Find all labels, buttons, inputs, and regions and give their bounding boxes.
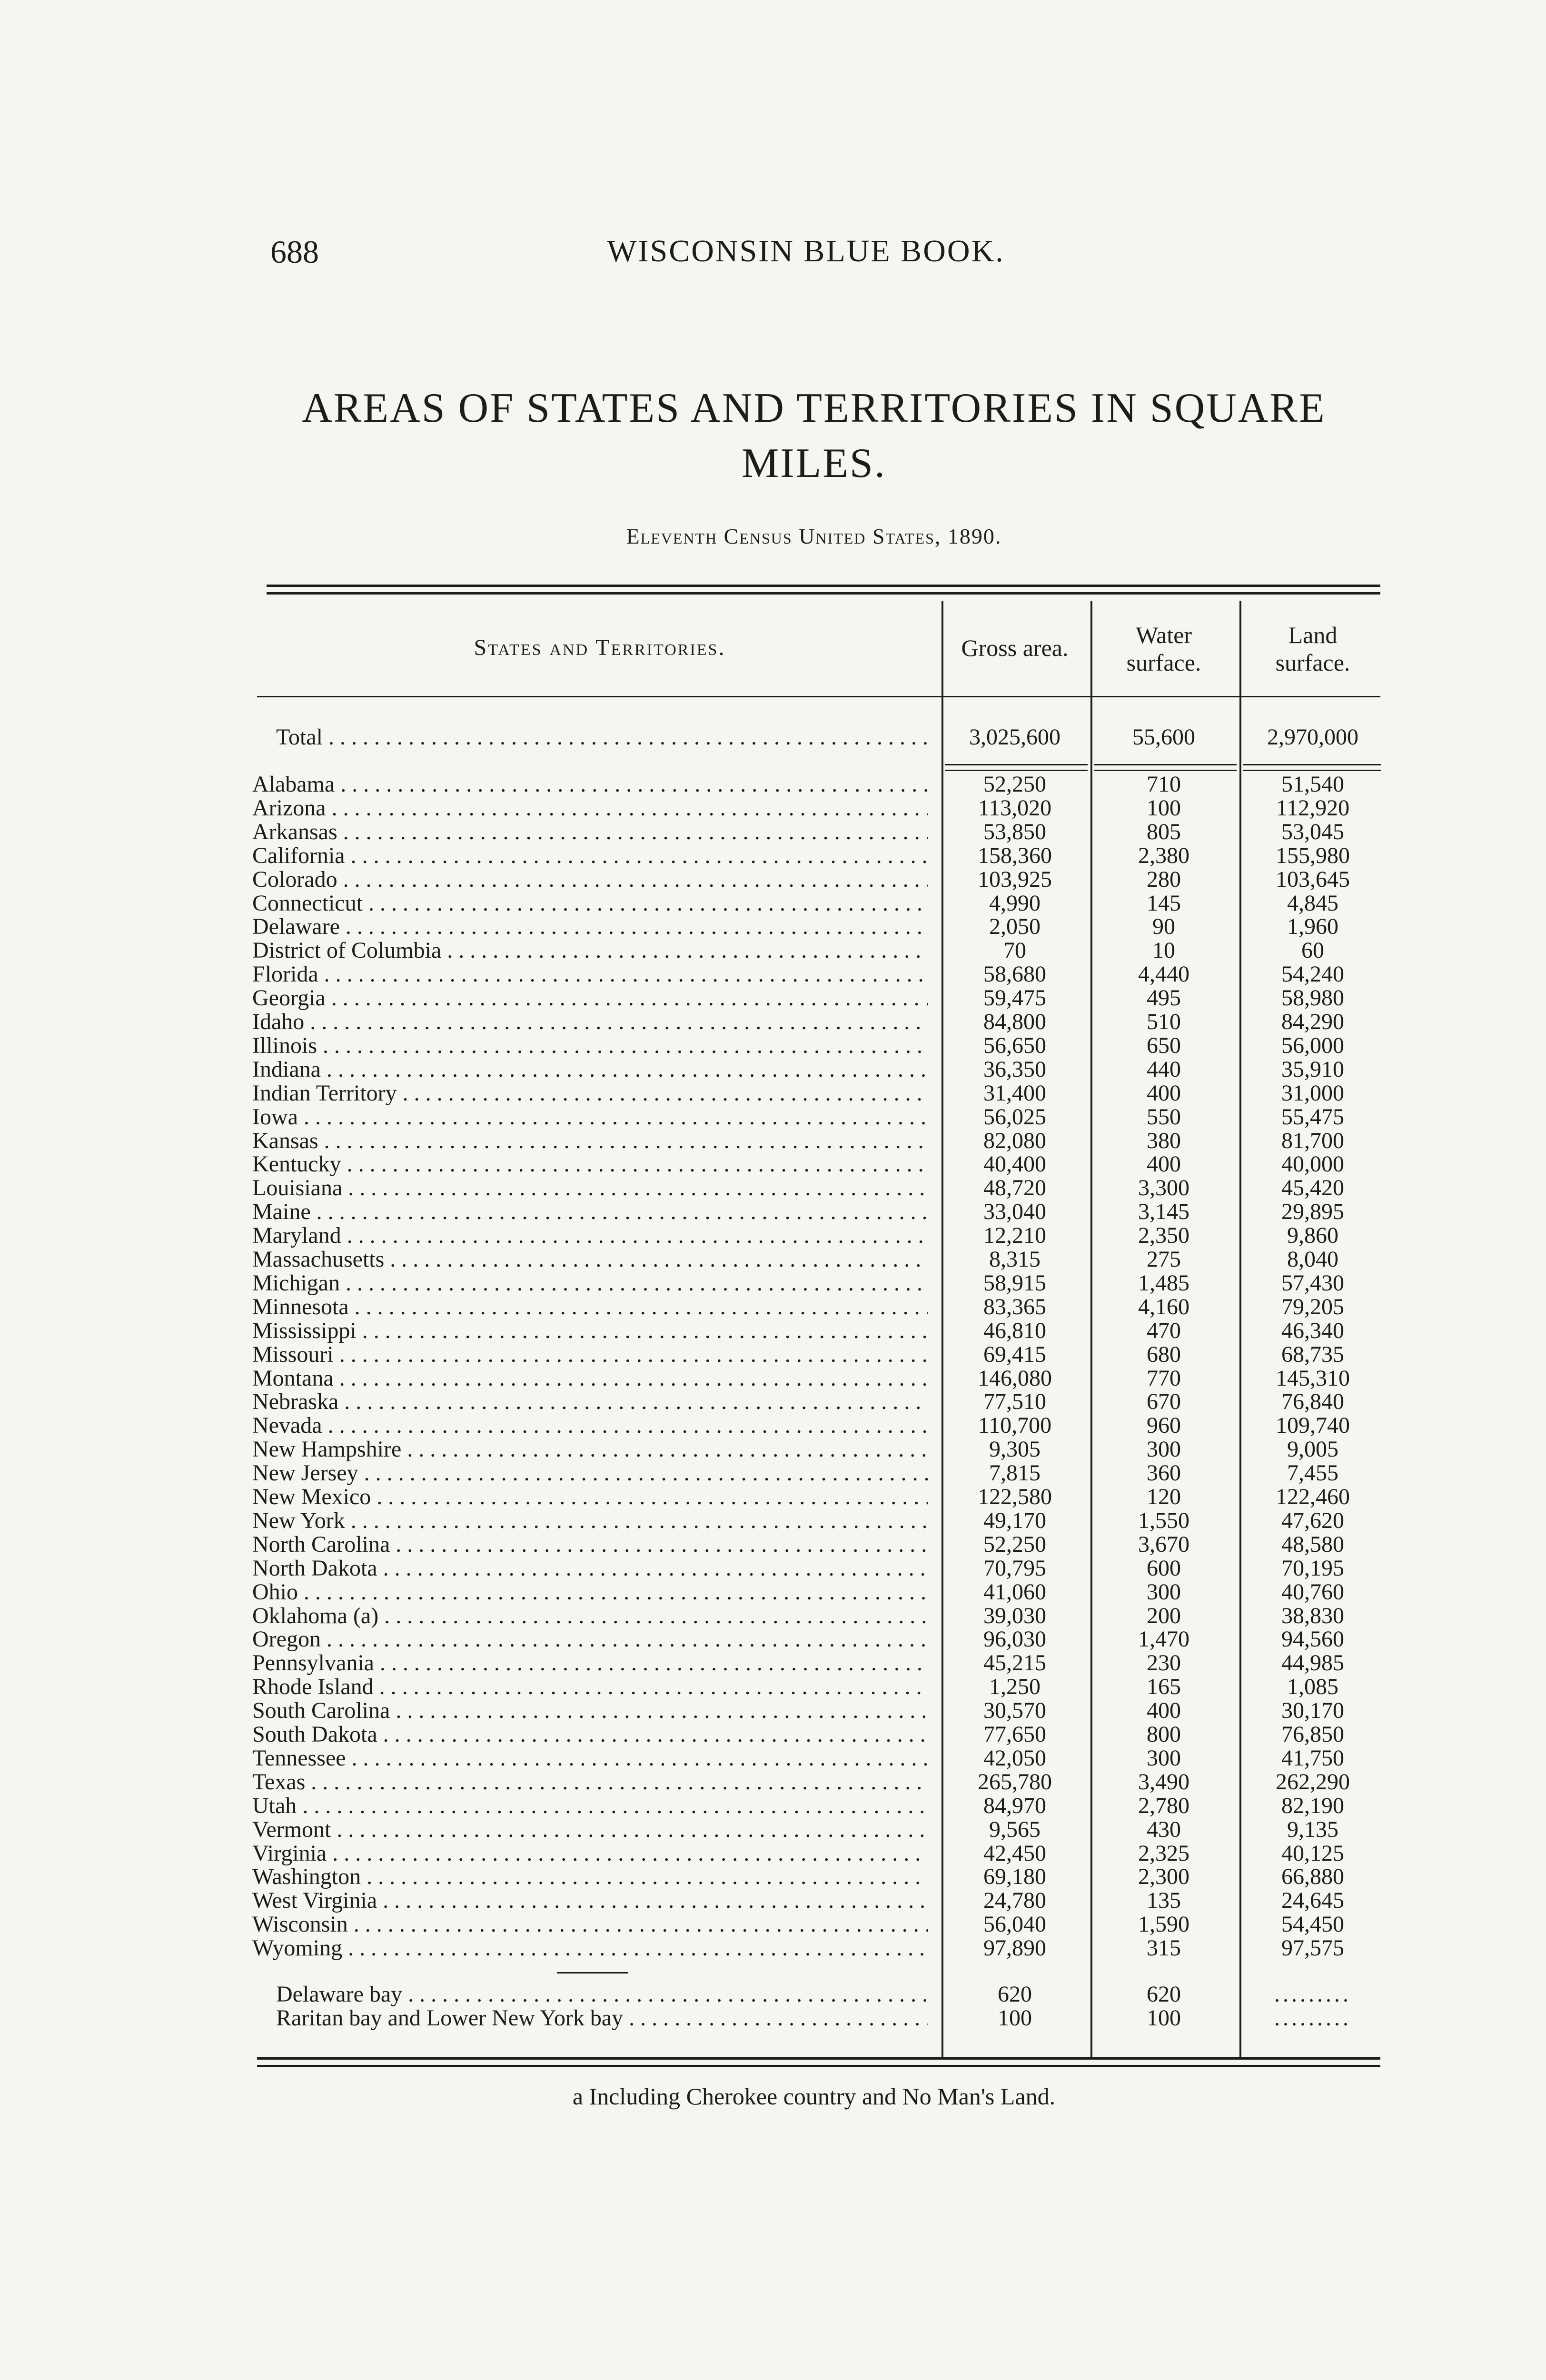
water-surface: 2,300 [1138, 1864, 1189, 1889]
state-name: Arkansas . . . [252, 820, 928, 844]
bay-name: Delaware bay . . . [276, 1983, 928, 2006]
table-row [252, 892, 1385, 915]
water-surface: 650 [1147, 1033, 1181, 1058]
title-line-2: MILES. [742, 440, 886, 486]
water-surface: 550 [1147, 1104, 1181, 1130]
land-surface: 7,455 [1287, 1460, 1338, 1486]
page-number: 688 [270, 234, 319, 270]
table-row [252, 844, 1385, 868]
state-name: Wisconsin . . . [252, 1913, 928, 1936]
table-top-rule-2 [267, 592, 1380, 595]
table-row [252, 986, 1385, 1010]
water-surface: 300 [1147, 1437, 1181, 1462]
table-row [252, 1794, 1385, 1818]
table-row [252, 796, 1385, 820]
table-row [252, 1651, 1385, 1675]
table-row [252, 1723, 1385, 1746]
gross-area: 77,650 [983, 1722, 1046, 1747]
land-surface: 31,000 [1281, 1081, 1344, 1106]
land-surface: 51,540 [1281, 772, 1344, 797]
gross-area: 58,680 [983, 962, 1046, 987]
table-top-rule-1 [267, 585, 1380, 587]
land-surface: 66,880 [1281, 1864, 1344, 1889]
gross-area: 146,080 [978, 1366, 1052, 1391]
land-surface: 53,045 [1281, 819, 1344, 844]
state-name: Georgia . . . [252, 986, 928, 1010]
land-surface: 84,290 [1281, 1009, 1344, 1034]
land-surface: 29,895 [1281, 1199, 1344, 1224]
state-name: Vermont . . . [252, 1818, 928, 1842]
state-name: Utah . . . [252, 1794, 928, 1818]
land-surface: 109,740 [1276, 1413, 1350, 1438]
gross-area: 69,415 [983, 1342, 1046, 1367]
land-surface: 45,420 [1281, 1175, 1344, 1200]
table-row [252, 1842, 1385, 1865]
gross-area: 84,800 [983, 1009, 1046, 1034]
table-row [252, 1485, 1385, 1509]
land-surface: 112,920 [1276, 795, 1350, 821]
state-name: District of Columbia . . . [252, 939, 928, 962]
state-name: Washington . . . [252, 1865, 928, 1889]
land-surface: 8,040 [1287, 1247, 1338, 1272]
state-name: North Carolina . . . [252, 1533, 928, 1557]
table-row [252, 1295, 1385, 1319]
bay-row [252, 1983, 1385, 2006]
table-row [252, 1248, 1385, 1271]
header-bottom-rule [257, 696, 1380, 697]
table-row [252, 1081, 1385, 1105]
state-name: California . . . [252, 844, 928, 868]
land-surface: 48,580 [1281, 1532, 1344, 1557]
water-surface: 3,670 [1138, 1532, 1189, 1557]
gross-area: 96,030 [983, 1626, 1046, 1652]
land-surface: 38,830 [1281, 1603, 1344, 1628]
land-surface: 40,000 [1281, 1151, 1344, 1177]
header-gross-area: Gross area. [961, 635, 1069, 661]
water-surface: 960 [1147, 1413, 1181, 1438]
table-row [252, 939, 1385, 962]
land-surface: 97,575 [1281, 1935, 1344, 1961]
page-title [248, 381, 1380, 491]
state-name: Pennsylvania . . . [252, 1651, 928, 1675]
table-row [252, 1129, 1385, 1153]
table-row [252, 1224, 1385, 1248]
water-surface: 360 [1147, 1460, 1181, 1486]
land-surface: 55,475 [1281, 1104, 1344, 1130]
water-surface: 470 [1147, 1318, 1181, 1343]
land-surface: 44,985 [1281, 1650, 1344, 1676]
bay-water: 100 [1147, 2005, 1181, 2031]
gross-area: 48,720 [983, 1175, 1046, 1200]
land-surface: 24,645 [1281, 1888, 1344, 1913]
gross-area: 56,650 [983, 1033, 1046, 1058]
state-name: Nevada . . . [252, 1414, 928, 1438]
header-water-surface [1092, 621, 1235, 676]
table-row [252, 1818, 1385, 1842]
gross-area: 82,080 [983, 1128, 1046, 1153]
gross-area: 2,050 [989, 914, 1041, 939]
land-surface: 122,460 [1276, 1484, 1350, 1509]
water-surface: 2,380 [1138, 843, 1189, 868]
water-surface: 200 [1147, 1603, 1181, 1628]
table-row [252, 1319, 1385, 1343]
gross-area: 40,400 [983, 1151, 1046, 1177]
table-row [252, 1343, 1385, 1367]
gross-area: 45,215 [983, 1650, 1046, 1676]
header-land-surface [1241, 621, 1384, 676]
water-surface: 2,350 [1138, 1223, 1189, 1248]
state-name: Oregon . . . [252, 1627, 928, 1651]
table-row [252, 1176, 1385, 1200]
land-surface: 262,290 [1276, 1769, 1350, 1795]
state-name: Colorado . . . [252, 868, 928, 892]
page-header [256, 233, 1356, 290]
gross-area: 4,990 [989, 891, 1041, 916]
total-water: 55,600 [1132, 724, 1195, 750]
gross-area: 30,570 [983, 1698, 1046, 1723]
land-surface: 82,190 [1281, 1793, 1344, 1818]
land-surface: 35,910 [1281, 1057, 1344, 1082]
table-row [252, 1533, 1385, 1557]
state-name: New York . . . [252, 1509, 928, 1533]
gross-area: 59,475 [983, 985, 1046, 1011]
state-name: New Jersey . . . [252, 1461, 928, 1485]
gross-area: 158,360 [978, 843, 1052, 868]
water-surface: 380 [1147, 1128, 1181, 1153]
table-row [252, 1889, 1385, 1913]
gross-area: 97,890 [983, 1935, 1046, 1961]
gross-area: 33,040 [983, 1199, 1046, 1224]
land-surface: 145,310 [1276, 1366, 1350, 1391]
state-name: Nebraska . . . [252, 1390, 928, 1414]
total-rule-land-2 [1243, 770, 1381, 771]
water-surface: 800 [1147, 1722, 1181, 1747]
gross-area: 46,810 [983, 1318, 1046, 1343]
water-surface: 770 [1147, 1366, 1181, 1391]
water-surface: 120 [1147, 1484, 1181, 1509]
water-surface: 315 [1147, 1935, 1181, 1961]
state-name: Illinois . . . [252, 1034, 928, 1058]
total-land: 2,970,000 [1267, 724, 1358, 750]
state-name: Ohio . . . [252, 1580, 928, 1604]
land-surface: 79,205 [1281, 1294, 1344, 1319]
gross-area: 56,040 [983, 1912, 1046, 1937]
land-surface: 9,135 [1287, 1817, 1338, 1842]
state-name: Indian Territory . . . [252, 1081, 928, 1105]
title-line-1: AREAS OF STATES AND TERRITORIES IN SQUARE [302, 385, 1326, 431]
gross-area: 7,815 [989, 1460, 1041, 1486]
land-surface: 40,125 [1281, 1841, 1344, 1866]
table-row [252, 1770, 1385, 1794]
total-rule-gross-2 [945, 770, 1088, 771]
state-name: Delaware . . . [252, 915, 928, 939]
total-label: Total . . . [276, 725, 928, 749]
table-row [252, 1438, 1385, 1461]
water-surface: 300 [1147, 1745, 1181, 1771]
water-surface: 510 [1147, 1009, 1181, 1034]
state-name: Michigan . . . [252, 1271, 928, 1295]
table-row [252, 962, 1385, 986]
state-name: Maryland . . . [252, 1224, 928, 1248]
land-surface: 155,980 [1276, 843, 1350, 868]
land-surface: 70,195 [1281, 1556, 1344, 1581]
total-rule-water-2 [1094, 770, 1237, 771]
bay-land: ......... [1274, 2005, 1351, 2031]
bay-gross: 100 [998, 2005, 1032, 2031]
state-name: North Dakota . . . [252, 1557, 928, 1580]
water-surface: 495 [1147, 985, 1181, 1011]
water-surface: 280 [1147, 867, 1181, 892]
state-name: Kentucky . . . [252, 1152, 928, 1176]
gross-area: 52,250 [983, 1532, 1046, 1557]
water-surface: 670 [1147, 1389, 1181, 1414]
land-surface: 57,430 [1281, 1270, 1344, 1296]
state-name: Arizona . . . [252, 796, 928, 820]
gross-area: 122,580 [978, 1484, 1052, 1509]
gross-area: 12,210 [983, 1223, 1046, 1248]
state-name: West Virginia . . . [252, 1889, 928, 1913]
state-name: Alabama . . . [252, 773, 928, 796]
gross-area: 36,350 [983, 1057, 1046, 1082]
gross-area: 77,510 [983, 1389, 1046, 1414]
state-name: Kansas . . . [252, 1129, 928, 1153]
table-row [252, 1461, 1385, 1485]
total-rule-water-1 [1094, 764, 1237, 765]
total-rule-gross-1 [945, 764, 1088, 765]
state-name: Minnesota . . . [252, 1295, 928, 1319]
land-surface: 54,240 [1281, 962, 1344, 987]
water-surface: 400 [1147, 1698, 1181, 1723]
bays-separator-rule [557, 1972, 628, 1973]
header-water-line-2: surface. [1126, 649, 1201, 676]
state-name: Texas . . . [252, 1770, 928, 1794]
gross-area: 42,050 [983, 1745, 1046, 1771]
gross-area: 52,250 [983, 772, 1046, 797]
table-row [252, 1913, 1385, 1936]
gross-area: 56,025 [983, 1104, 1046, 1130]
land-surface: 47,620 [1281, 1508, 1344, 1533]
state-name: New Mexico . . . [252, 1485, 928, 1509]
gross-area: 70,795 [983, 1556, 1046, 1581]
table-row [252, 1010, 1385, 1034]
state-name: Oklahoma (a) . . . [252, 1604, 928, 1628]
gross-area: 8,315 [989, 1247, 1041, 1272]
header-states: States and Territories. [474, 635, 726, 660]
water-surface: 430 [1147, 1817, 1181, 1842]
water-surface: 2,780 [1138, 1793, 1189, 1818]
water-surface: 710 [1147, 772, 1181, 797]
table-row [252, 1390, 1385, 1414]
land-surface: 56,000 [1281, 1033, 1344, 1058]
water-surface: 4,160 [1138, 1294, 1189, 1319]
land-surface: 9,005 [1287, 1437, 1338, 1462]
land-surface: 1,085 [1287, 1674, 1338, 1699]
water-surface: 135 [1147, 1888, 1181, 1913]
table-row [252, 820, 1385, 844]
table-row [252, 1604, 1385, 1628]
table-row [252, 1271, 1385, 1295]
water-surface: 1,550 [1138, 1508, 1189, 1533]
gross-area: 84,970 [983, 1793, 1046, 1818]
gross-area: 53,850 [983, 819, 1046, 844]
gross-area: 41,060 [983, 1579, 1046, 1605]
table-bottom-rule-1 [257, 2057, 1380, 2060]
land-surface: 9,860 [1287, 1223, 1338, 1248]
state-name: Indiana . . . [252, 1058, 928, 1081]
table-row [252, 1746, 1385, 1770]
table-row [252, 1509, 1385, 1533]
table-row [252, 1699, 1385, 1723]
gross-area: 24,780 [983, 1888, 1046, 1913]
subtitle: Eleventh Census United States, 1890. [626, 524, 1002, 548]
gross-area: 1,250 [989, 1674, 1041, 1699]
table-bottom-rule-2 [257, 2065, 1380, 2067]
water-surface: 100 [1147, 795, 1181, 821]
water-surface: 600 [1147, 1556, 1181, 1581]
water-surface: 275 [1147, 1247, 1181, 1272]
water-surface: 1,470 [1138, 1626, 1189, 1652]
gross-area: 83,365 [983, 1294, 1046, 1319]
water-surface: 3,490 [1138, 1769, 1189, 1795]
state-name: Florida . . . [252, 962, 928, 986]
water-surface: 145 [1147, 891, 1181, 916]
gross-area: 42,450 [983, 1841, 1046, 1866]
state-name: South Carolina . . . [252, 1699, 928, 1723]
land-surface: 76,850 [1281, 1722, 1344, 1747]
land-surface: 81,700 [1281, 1128, 1344, 1153]
gross-area: 103,925 [978, 867, 1052, 892]
header-land-line-1: Land [1288, 622, 1338, 648]
bay-water: 620 [1147, 1982, 1181, 2007]
state-name: Rhode Island . . . [252, 1675, 928, 1699]
table-row [252, 1152, 1385, 1176]
land-surface: 60 [1301, 938, 1324, 963]
state-name: Montana . . . [252, 1367, 928, 1390]
table-row [252, 1105, 1385, 1129]
land-surface: 40,760 [1281, 1579, 1344, 1605]
state-name: Tennessee . . . [252, 1746, 928, 1770]
water-surface: 805 [1147, 819, 1181, 844]
land-surface: 58,980 [1281, 985, 1344, 1011]
gross-area: 265,780 [978, 1769, 1052, 1795]
table-row [252, 1865, 1385, 1889]
water-surface: 1,485 [1138, 1270, 1189, 1296]
land-surface: 46,340 [1281, 1318, 1344, 1343]
running-head: WISCONSIN BLUE BOOK. [607, 234, 1005, 268]
land-surface: 103,645 [1276, 867, 1350, 892]
water-surface: 165 [1147, 1674, 1181, 1699]
bay-land: ......... [1274, 1982, 1351, 2007]
water-surface: 230 [1147, 1650, 1181, 1676]
header-land-line-2: surface. [1275, 649, 1350, 676]
land-surface: 30,170 [1281, 1698, 1344, 1723]
footnote: a Including Cherokee country and No Man's Land. [572, 2083, 1056, 2110]
gross-area: 31,400 [983, 1081, 1046, 1106]
table-row [252, 1936, 1385, 1960]
total-gross: 3,025,600 [969, 724, 1060, 750]
state-name: Missouri . . . [252, 1343, 928, 1367]
gross-area: 9,305 [989, 1437, 1041, 1462]
state-name: Idaho . . . [252, 1010, 928, 1034]
land-surface: 54,450 [1281, 1912, 1344, 1937]
water-surface: 3,300 [1138, 1175, 1189, 1200]
water-surface: 2,325 [1138, 1841, 1189, 1866]
land-surface: 1,960 [1287, 914, 1338, 939]
state-name: New Hampshire . . . [252, 1438, 928, 1461]
water-surface: 300 [1147, 1579, 1181, 1605]
state-name: Massachusetts . . . [252, 1248, 928, 1271]
land-surface: 4,845 [1287, 891, 1338, 916]
table-row [252, 1414, 1385, 1438]
gross-area: 39,030 [983, 1603, 1046, 1628]
water-surface: 400 [1147, 1081, 1181, 1106]
gross-area: 9,565 [989, 1817, 1041, 1842]
table-row [252, 1200, 1385, 1224]
state-name: Louisiana . . . [252, 1176, 928, 1200]
table-row [252, 1627, 1385, 1651]
water-surface: 1,590 [1138, 1912, 1189, 1937]
state-name: Connecticut . . . [252, 892, 928, 915]
gross-area: 113,020 [978, 795, 1052, 821]
water-surface: 680 [1147, 1342, 1181, 1367]
table-row [252, 1034, 1385, 1058]
land-surface: 76,840 [1281, 1389, 1344, 1414]
header-water-line-1: Water [1135, 622, 1192, 648]
water-surface: 4,440 [1138, 962, 1189, 987]
table-row [252, 1580, 1385, 1604]
state-name: Virginia . . . [252, 1842, 928, 1865]
table-row [252, 1058, 1385, 1081]
bay-row [252, 2006, 1385, 2030]
bay-name: Raritan bay and Lower New York bay . . . [276, 2006, 928, 2030]
gross-area: 110,700 [978, 1413, 1052, 1438]
water-surface: 400 [1147, 1151, 1181, 1177]
state-name: South Dakota . . . [252, 1723, 928, 1746]
gross-area: 49,170 [983, 1508, 1046, 1533]
gross-area: 58,915 [983, 1270, 1046, 1296]
total-row [252, 725, 1385, 749]
land-surface: 41,750 [1281, 1745, 1344, 1771]
table-row [252, 1367, 1385, 1390]
gross-area: 69,180 [983, 1864, 1046, 1889]
water-surface: 440 [1147, 1057, 1181, 1082]
state-name: Wyoming . . . [252, 1936, 928, 1960]
table-row [252, 773, 1385, 796]
state-name: Maine . . . [252, 1200, 928, 1224]
land-surface: 94,560 [1281, 1626, 1344, 1652]
table-row [252, 1557, 1385, 1580]
table-row [252, 868, 1385, 892]
state-name: Mississippi . . . [252, 1319, 928, 1343]
total-rule-land-1 [1243, 764, 1381, 765]
water-surface: 90 [1152, 914, 1175, 939]
water-surface: 3,145 [1138, 1199, 1189, 1224]
water-surface: 10 [1152, 938, 1175, 963]
table-row [252, 915, 1385, 939]
table-row [252, 1675, 1385, 1699]
state-name: Iowa . . . [252, 1105, 928, 1129]
land-surface: 68,735 [1281, 1342, 1344, 1367]
gross-area: 70 [1003, 938, 1026, 963]
bay-gross: 620 [998, 1982, 1032, 2007]
